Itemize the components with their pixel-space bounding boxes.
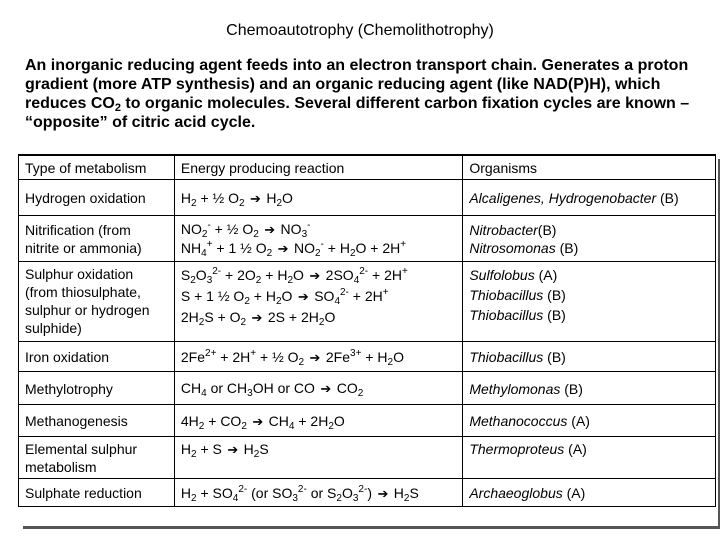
- arrow-icon: ➔: [227, 442, 239, 457]
- arrow-icon: ➔: [309, 268, 321, 283]
- organism-name: Nitrosomonas: [469, 240, 556, 256]
- organism-cell: [463, 405, 716, 437]
- organism-name: Thiobacillus: [469, 349, 544, 365]
- domain-label: (B): [560, 380, 583, 397]
- header-reaction: Energy producing reaction: [174, 155, 462, 180]
- reaction-cell: $2Fe^{2+} + 2H^+$ + ½ $O_2$ ➔ $2Fe^{3+} + H_2O$: [174, 342, 462, 372]
- type-cell: Sulphate reduction: [19, 479, 175, 507]
- arrow-icon: ➔: [309, 349, 321, 365]
- type-cell: Methanogenesis: [19, 405, 175, 437]
- type-cell: Sulphur oxidation (from thiosulphate, sulphur or hydrogen sulphide): [19, 262, 175, 342]
- arrow-icon: ➔: [277, 241, 289, 256]
- reaction-cell: $H_2 + SO_4^{2-}$ (or $SO_3^{2-}$ or $S_2O_3^{2-}$) ➔ $H_2S$: [174, 479, 462, 507]
- arrow-icon: ➔: [377, 485, 389, 501]
- type-cell: Iron oxidation: [19, 342, 175, 372]
- domain-label: (A): [534, 267, 558, 283]
- table-header-row: [19, 155, 716, 180]
- table-row: [19, 437, 716, 479]
- reaction-cell: $H_2$ + ½ $O_2$ ➔ $H_2O$: [174, 180, 462, 216]
- table-row: [19, 216, 716, 262]
- type-cell: Elemental sulphur metabolism: [19, 437, 175, 479]
- arrow-icon: ➔: [264, 222, 276, 237]
- table-row: [19, 405, 716, 437]
- intro-paragraph: [25, 56, 710, 132]
- reaction-cell: $CH_4$ or $CH_3OH$ or CO ➔ $CO_2$: [174, 372, 462, 405]
- organism-cell: [463, 180, 716, 216]
- domain-label: (B): [537, 222, 557, 238]
- organism-name: Archaeoglobus: [469, 485, 563, 501]
- organism-name: Alcaligenes, Hydrogenobacter: [469, 190, 657, 206]
- domain-label: (A): [562, 485, 586, 501]
- intro-text-1: An inorganic reducing agent feeds into an electron transport chain. Generates a proton gradient (more ATP synthesis) and an organic reducing agent (like NAD(P)H), which reduces CO: [25, 57, 689, 112]
- domain-label: (B): [656, 190, 679, 206]
- domain-label: (B): [543, 349, 566, 365]
- reaction-cell: $4H_2 + CO_2$ ➔ $CH_4 + 2H_2O$: [174, 405, 462, 437]
- domain-label: (A): [564, 441, 587, 457]
- domain-label: (B): [543, 307, 566, 323]
- domain-label: (A): [567, 413, 590, 429]
- header-type: Type of metabolism: [19, 155, 175, 180]
- arrow-icon: ➔: [250, 190, 261, 206]
- header-organisms: Organisms: [463, 155, 716, 180]
- reaction-cell: $NO_2^-$ + ½ $O_2$ ➔ $NO_3^-$ $NH_4^+ + 1$ ½ $O_2$ ➔ $NO_2^- + H_2O + 2H^+$: [174, 216, 462, 262]
- organism-cell: [463, 342, 716, 372]
- organism-name: Thermoproteus: [469, 441, 565, 457]
- page-title: Chemoautotrophy (Chemolithotrophy): [226, 22, 494, 39]
- organism-cell: [463, 262, 716, 342]
- organism-name: Nitrobacter: [469, 222, 538, 238]
- table-row: [19, 479, 716, 507]
- intro-subscript: 2: [114, 102, 121, 114]
- domain-label: (B): [555, 240, 579, 256]
- table-row: [19, 262, 716, 342]
- type-cell: Hydrogen oxidation: [19, 180, 175, 216]
- reaction-cell: $H_2 + S$ ➔ $H_2S$: [174, 437, 462, 479]
- organism-cell: [463, 216, 716, 262]
- arrow-icon: ➔: [297, 289, 309, 304]
- organism-name: Thiobacillus: [469, 287, 544, 303]
- arrow-icon: ➔: [252, 413, 264, 429]
- arrow-icon: ➔: [251, 310, 263, 325]
- table-row: [19, 180, 716, 216]
- organism-cell: [463, 479, 716, 507]
- organism-name: Methylomonas: [469, 380, 561, 397]
- arrow-icon: ➔: [320, 381, 332, 396]
- metabolism-table: [18, 154, 716, 507]
- table-row: [19, 342, 716, 372]
- table-row: [19, 372, 716, 405]
- organism-name: Sulfolobus: [469, 267, 535, 283]
- domain-label: (B): [543, 287, 566, 303]
- type-cell: Nitrification (from nitrite or ammonia): [19, 216, 175, 262]
- organism-cell: [463, 372, 716, 405]
- reaction-cell: $S_2O_3^{2-} + 2O_2 + H_2O$ ➔ $2SO_4^{2-} + 2H^+$ S + 1 ½ $O_2 + H_2O$ ➔ $SO_4^{2-} + 2H^+$ $2H_2S + O_2$ ➔ $2S + 2H_2O$: [174, 262, 462, 342]
- organism-name: Methanococcus: [469, 413, 568, 429]
- organism-name: Thiobacillus: [469, 307, 544, 323]
- intro-text-2: to organic molecules. Several different carbon fixation cycles are known – “opposite” of citric acid cycle.: [25, 95, 690, 131]
- type-cell: Methylotrophy: [19, 372, 175, 405]
- organism-cell: [463, 437, 716, 479]
